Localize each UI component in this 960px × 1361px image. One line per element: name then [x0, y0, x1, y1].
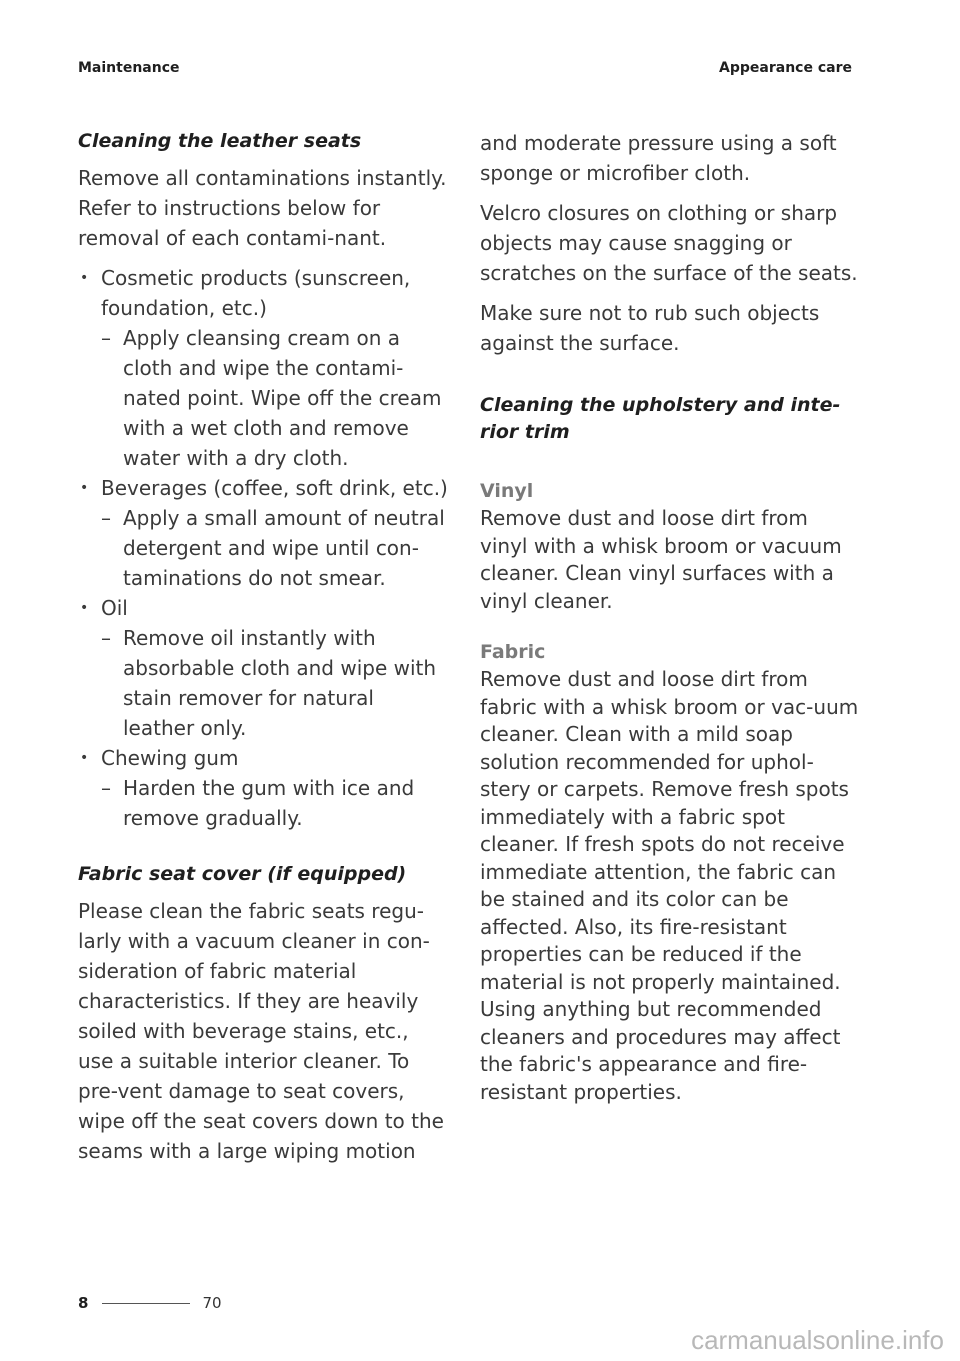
left-column — [78, 128, 448, 1176]
list-item — [78, 743, 448, 833]
list-item-label: Chewing gum — [101, 746, 239, 770]
section-number: 8 — [78, 1294, 89, 1312]
upholstery-heading: Cleaning the upholstery and inte-rior trim — [480, 394, 841, 443]
list-item — [78, 593, 448, 743]
list-item-label: Cosmetic products (sunscreen, foundation, etc.) — [101, 266, 411, 320]
continuation-text: and moderate pressure using a soft sponge or microfiber cloth. — [480, 131, 837, 185]
fabric-seat-cover-heading: Fabric seat cover (if equipped) — [78, 863, 407, 885]
fabric-subheading: Fabric — [480, 641, 546, 663]
fabric-text: Remove dust and loose dirt from fabric with a whisk broom or vac-uum cleaner. Clean with a mild soap solution recommended for uphol-stery or carpets. Remove fresh spots immediately with a fabric spot cleaner. If fresh spots do not receive immediate attention, the fabric can be stained and its color can be affected. Also, its fire-resistant properties can be reduced if the material is not properly maintained. Using anything but recommended cleaners and procedures may affect the fabric's appearance and fire-resistant properties. — [480, 667, 859, 1104]
list-item — [78, 473, 448, 593]
leather-seats-heading: Cleaning the leather seats — [78, 130, 362, 152]
list-step: – Harden the gum with ice and remove gradually. — [101, 773, 448, 833]
running-header-section: Maintenance — [78, 60, 180, 76]
footer-rule — [102, 1303, 190, 1304]
velcro-warning-text: Velcro closures on clothing or sharp objects may cause snagging or scratches on the surface of the seats. — [480, 201, 858, 285]
watermark: carmanualsonline.info — [691, 1325, 944, 1355]
list-step: – Apply cleansing cream on a cloth and wipe the contami-nated point. Wipe off the cream with a wet cloth and remove water with a dry cloth. — [101, 323, 448, 473]
list-step: – Remove oil instantly with absorbable cloth and wipe with stain remover for natural leather only. — [101, 623, 448, 743]
leather-intro: Remove all contaminations instantly. Refer to instructions below for removal of each contami-nant. — [78, 166, 447, 250]
running-header-chapter: Appearance care — [719, 60, 852, 76]
vinyl-text: Remove dust and loose dirt from vinyl with a whisk broom or vacuum cleaner. Clean vinyl surfaces with a vinyl cleaner. — [480, 506, 842, 613]
list-item-label: Beverages (coffee, soft drink, etc.) — [101, 476, 448, 500]
list-step: – Apply a small amount of neutral detergent and wipe until con-taminations do not smear. — [101, 503, 448, 593]
vinyl-subheading: Vinyl — [480, 480, 534, 502]
rub-warning-text: Make sure not to rub such objects against the surface. — [480, 301, 820, 355]
page-footer — [78, 1294, 222, 1312]
right-column — [480, 128, 860, 1106]
page-number: 70 — [202, 1294, 222, 1312]
fabric-seat-cover-text: Please clean the fabric seats regu-larly with a vacuum cleaner in con-sideration of fabric material characteristics. If they are heavily soiled with beverage stains, etc., use a suitable interior cleaner. To pre-vent damage to seat covers, wipe off the seat covers down to the seams with a large wiping motion — [78, 899, 444, 1163]
list-item-label: Oil — [101, 596, 128, 620]
list-item — [78, 263, 448, 473]
contaminant-list — [78, 263, 448, 833]
